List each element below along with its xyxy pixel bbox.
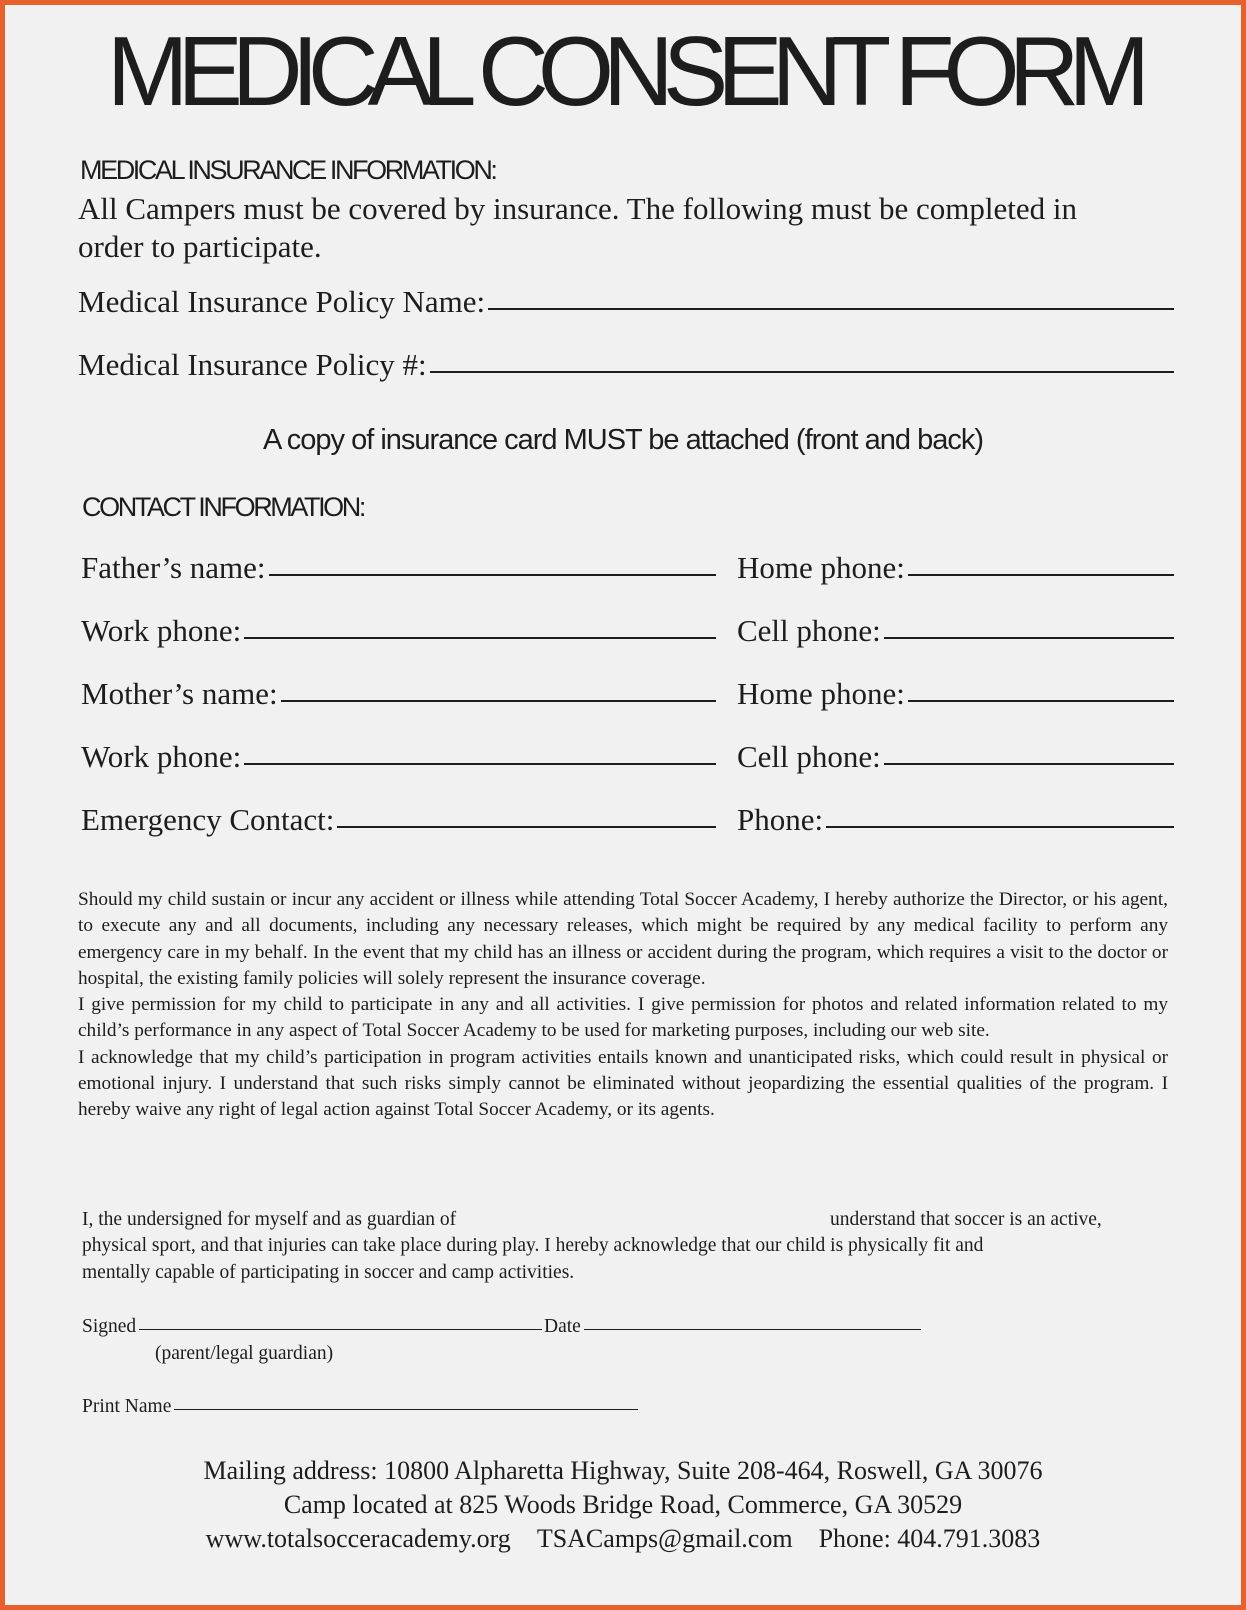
cell-phone-field-1 — [737, 613, 1174, 649]
camp-location: Camp located at 825 Woods Bridge Road, Commerce, GA 30529 — [283, 1490, 963, 1519]
consent-paragraph-1: Should my child sustain or incur any accident or illness while attending Total Soccer Academy, I hereby authorize the Director, or his agent, to execute any and all documents, including any necessary releases, which might be required by any medical facility to perform any emergency care in my behalf. In the event that my child has an illness or accident during the program, which requires a visit to the doctor or hospital, the existing family policies will solely represent the insurance coverage. — [78, 889, 1168, 989]
home-phone-input-line-2[interactable] — [908, 700, 1174, 702]
policy-number-input-line[interactable] — [430, 371, 1174, 373]
cell-phone-label-2: Cell phone: — [737, 739, 881, 774]
consent-paragraph-3: I acknowledge that my child’s participation in program activities entails known and unanticipated risks, which could result in physical or emotional injury. I understand that such risks simply cannot be eliminated without jeopardizing the essential qualities of the program. I hereby waive any right of legal action against Total Soccer Academy, or its agents. — [78, 1046, 1168, 1121]
emergency-contact-label: Emergency Contact: — [81, 802, 335, 837]
work-phone-input-line-2[interactable] — [244, 763, 716, 765]
mothers-name-field — [81, 676, 716, 712]
home-phone-input-line-1[interactable] — [908, 574, 1174, 576]
website-link[interactable]: www.totalsocceracademy.org — [205, 1524, 511, 1553]
policy-number-field — [78, 347, 1174, 383]
home-phone-field-1 — [737, 550, 1174, 586]
print-name-input-line[interactable] — [174, 1409, 638, 1410]
insurance-intro-line2: order to participate. — [78, 229, 322, 264]
email-link[interactable]: TSACamps@gmail.com — [536, 1524, 793, 1553]
work-phone-label-2: Work phone: — [81, 739, 242, 774]
signed-caption: (parent/legal guardian) — [155, 1343, 334, 1364]
guardian-line2: physical sport, and that injuries can take place during play. I hereby acknowledge that our child is physically fit and — [82, 1235, 984, 1256]
emergency-phone-label: Phone: — [737, 802, 824, 837]
date-field — [544, 1314, 921, 1340]
emergency-phone-input-line[interactable] — [826, 826, 1174, 828]
consent-text — [78, 887, 1168, 1124]
consent-paragraph-2: I give permission for my child to participate in any and all activities. I give permission for photos and related information related to my child’s performance in any aspect of Total Soccer Academy to be used for marketing purposes, including our web site. — [78, 994, 1168, 1042]
print-name-label: Print Name — [82, 1396, 172, 1417]
cell-phone-label-1: Cell phone: — [737, 613, 881, 648]
form-title: MEDICAL CONSENT FORM — [106, 16, 1140, 126]
footer-phone: Phone: 404.791.3083 — [818, 1524, 1041, 1553]
home-phone-field-2 — [737, 676, 1174, 712]
insurance-heading: MEDICAL INSURANCE INFORMATION: — [80, 155, 496, 185]
contact-line — [5, 1522, 1241, 1556]
footer — [5, 1454, 1241, 1556]
work-phone-label-1: Work phone: — [81, 613, 242, 648]
home-phone-label-1: Home phone: — [737, 550, 905, 585]
guardian-line1-start: I, the undersigned for myself and as guardian of — [82, 1209, 457, 1230]
signed-label: Signed — [82, 1316, 137, 1337]
emergency-contact-field — [81, 802, 716, 838]
fathers-name-input-line[interactable] — [269, 574, 716, 576]
cell-phone-field-2 — [737, 739, 1174, 775]
guardian-line3: mentally capable of participating in soccer and camp activities. — [82, 1262, 575, 1283]
mothers-name-label: Mother’s name: — [81, 676, 278, 711]
home-phone-label-2: Home phone: — [737, 676, 905, 711]
policy-number-label: Medical Insurance Policy #: — [78, 347, 427, 382]
contact-heading: CONTACT INFORMATION: — [82, 492, 364, 522]
policy-name-field — [78, 284, 1174, 320]
insurance-intro-line1: All Campers must be covered by insurance. The following must be completed in — [78, 191, 1077, 226]
signed-field — [82, 1314, 542, 1340]
guardian-line1-end: understand that soccer is an active, — [830, 1209, 1102, 1230]
work-phone-field-2 — [81, 739, 716, 775]
signed-input-line[interactable] — [139, 1329, 542, 1330]
work-phone-field-1 — [81, 613, 716, 649]
mailing-address: Mailing address: 10800 Alpharetta Highway, Suite 208-464, Roswell, GA 30076 — [203, 1456, 1043, 1485]
cell-phone-input-line-2[interactable] — [884, 763, 1174, 765]
emergency-contact-input-line[interactable] — [337, 826, 716, 828]
policy-name-input-line[interactable] — [488, 308, 1174, 310]
emergency-phone-field — [737, 802, 1174, 838]
insurance-card-note: A copy of insurance card MUST be attached (front and back) — [262, 424, 984, 456]
guardian-child-name-input[interactable] — [515, 1207, 825, 1233]
mothers-name-input-line[interactable] — [281, 700, 716, 702]
date-input-line[interactable] — [584, 1329, 921, 1330]
cell-phone-input-line-1[interactable] — [884, 637, 1174, 639]
print-name-field — [82, 1394, 638, 1420]
fathers-name-label: Father’s name: — [81, 550, 266, 585]
work-phone-input-line-1[interactable] — [244, 637, 716, 639]
date-label: Date — [544, 1316, 581, 1337]
fathers-name-field — [81, 550, 716, 586]
policy-name-label: Medical Insurance Policy Name: — [78, 284, 486, 319]
